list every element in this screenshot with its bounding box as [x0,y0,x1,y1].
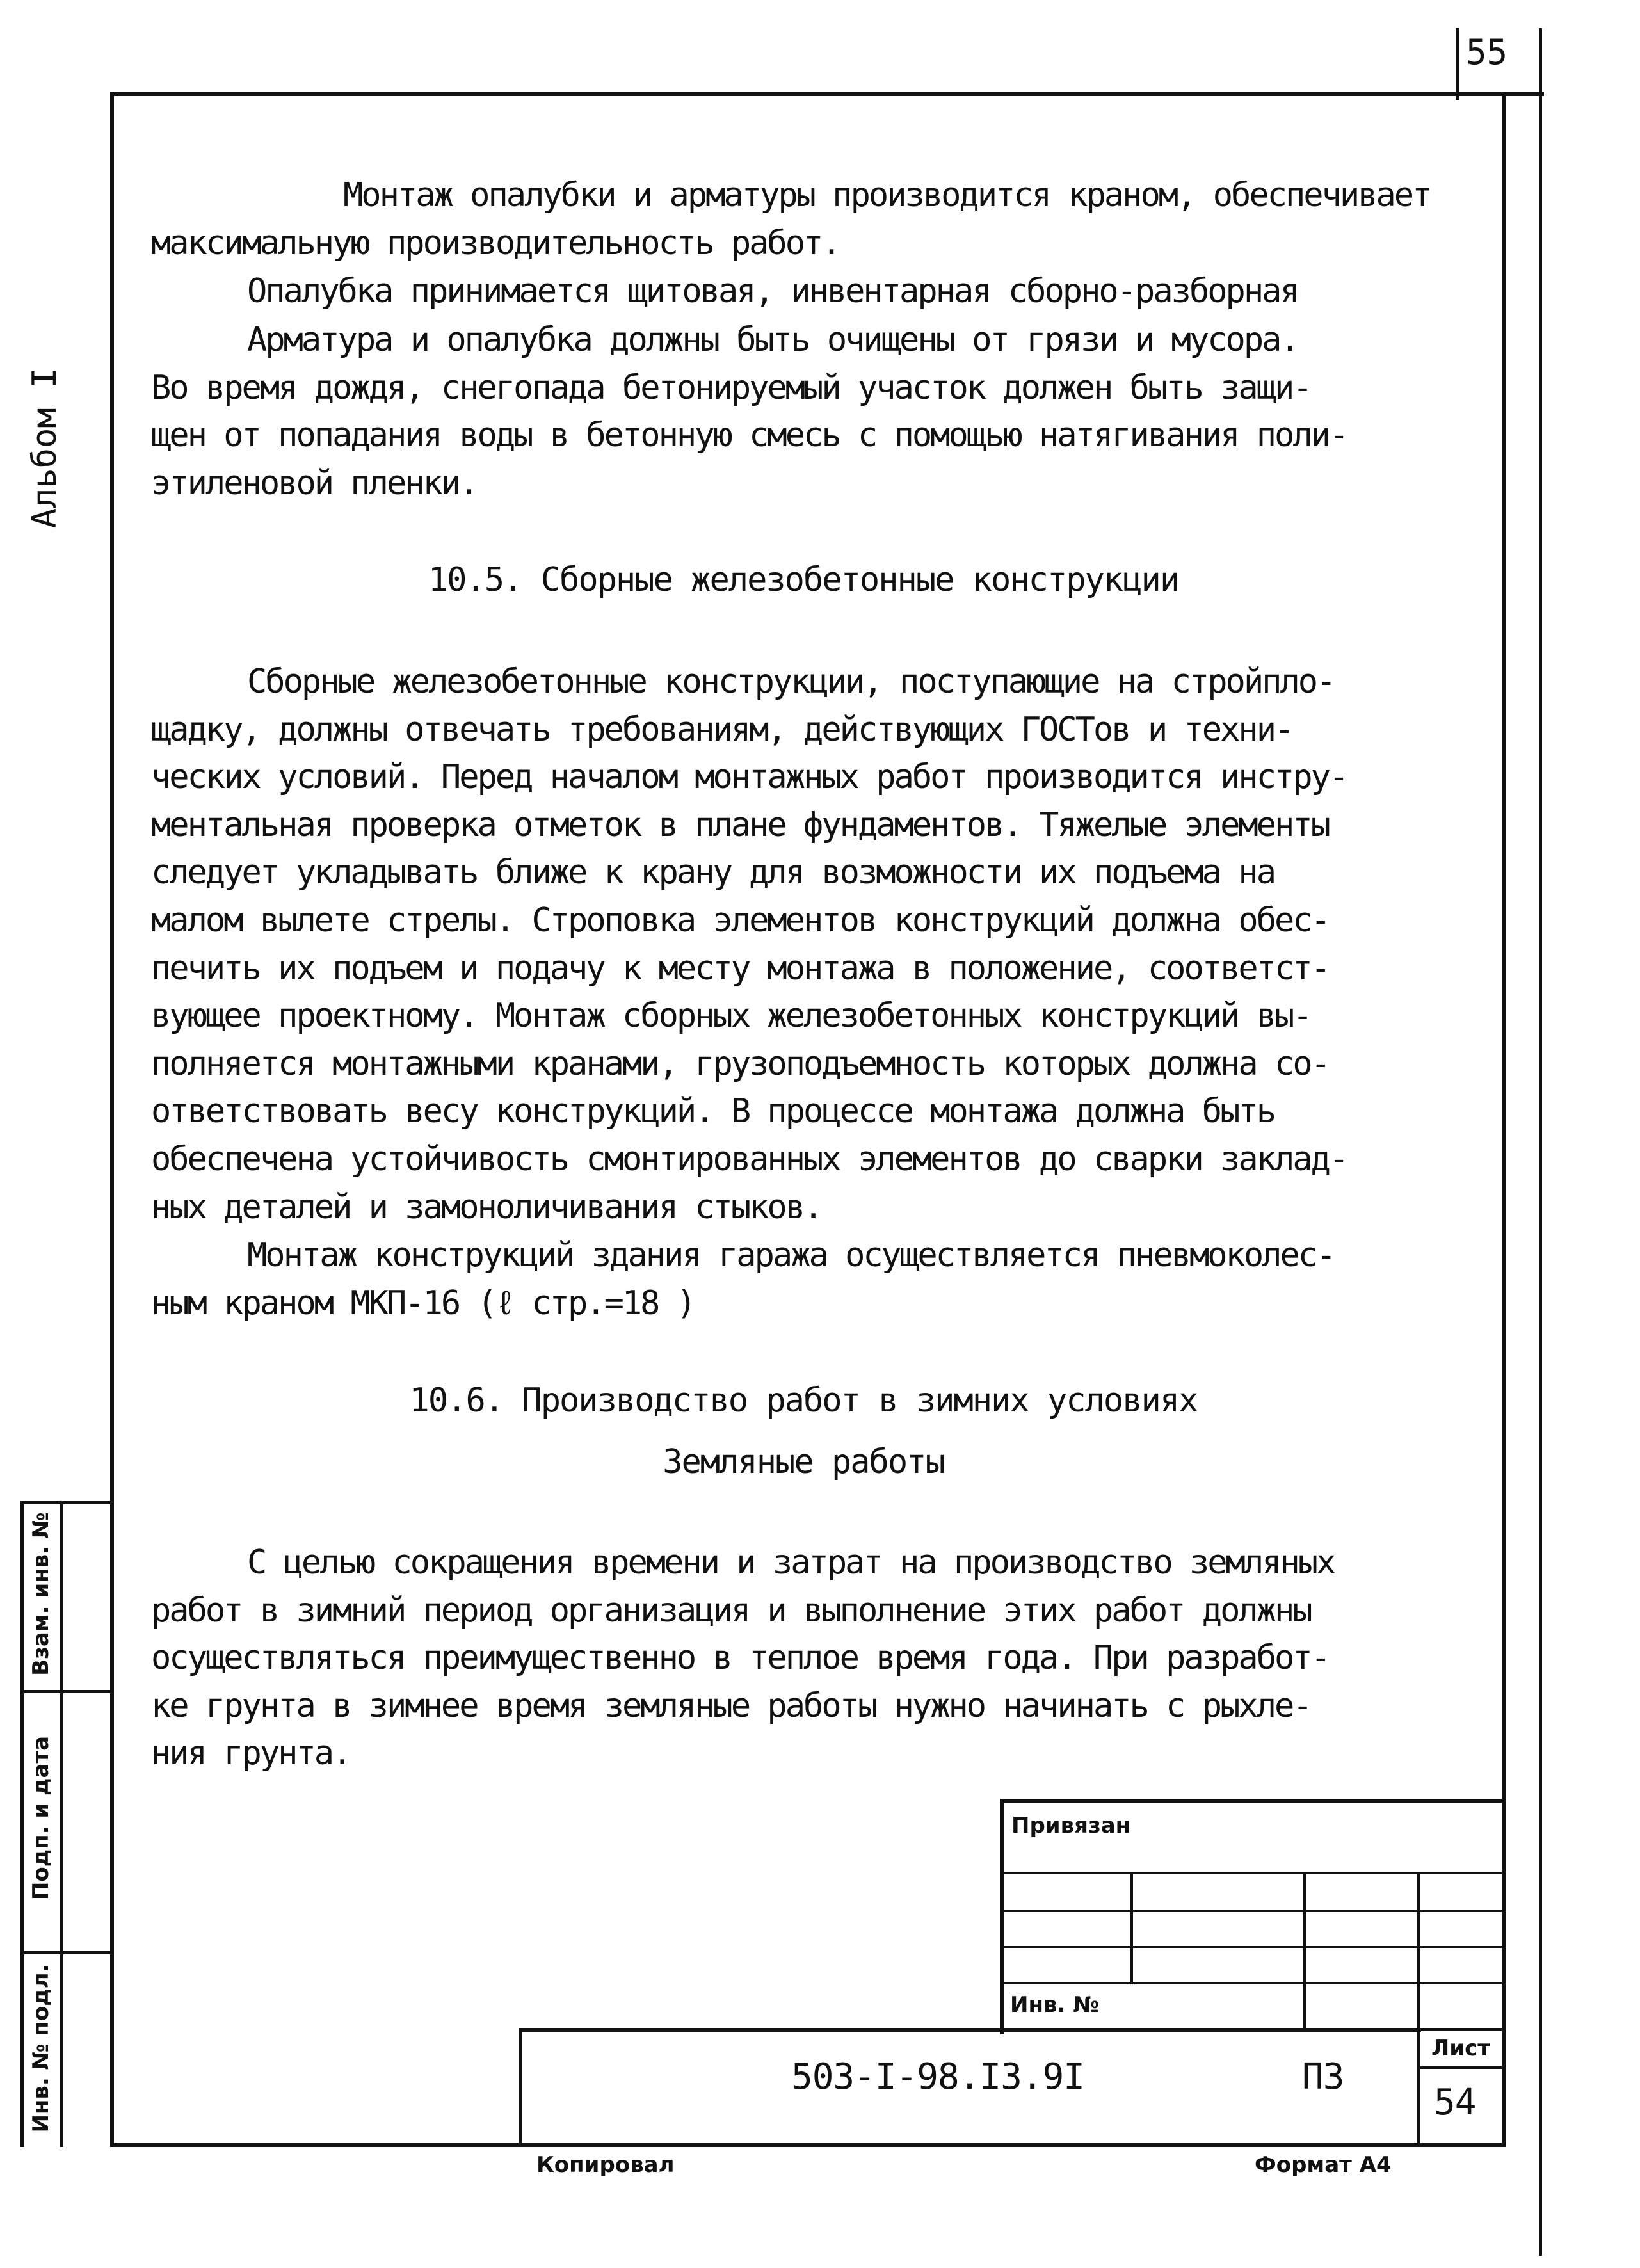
side-stamp-div1 [20,1690,114,1693]
paragraph-precast-structures [151,658,1457,1231]
text-line: Опалубка принимается щитовая, инвентарная сборно-разборная [247,272,1298,310]
document-code: 503-I-98.I3.9I [791,2056,1085,2098]
text-line: Арматура и опалубка должны быть очищены от грязи и мусора. [247,321,1298,359]
text-line: Сборные железобетонные конструкции, поступающие на стройпло- [247,663,1335,701]
list-box-divider [1417,2066,1506,2069]
text-line: Монтаж конструкций здания гаража осуществляется пневмоколес- [247,1236,1335,1275]
privyazan-row4 [1000,1982,1506,1984]
page-number-box-left [1456,28,1459,100]
paragraph-winter-earthworks [151,1539,1457,1778]
frame-right [1502,92,1506,2147]
text-line: ным краном МКП-16 (ℓ стр.=18 ) [151,1283,695,1323]
privyazan-col2 [1303,1872,1306,2031]
podp-data-label: Подп. и дата [28,1735,54,1901]
privyazan-row3 [1000,1946,1506,1948]
text-line: полняется монтажными кранами, грузоподъемность которых должна со- [151,1044,1329,1083]
paragraph-crane [151,1232,1457,1327]
text-line: ке грунта в зимнее время земляные работы нужно начинать с рыхле- [151,1686,1311,1725]
text-line: ных деталей и замоноличивания стыков. [151,1187,822,1226]
side-stamp-left [20,1501,24,2147]
outer-right-line [1539,28,1542,2256]
inv-podl-label: Инв. № подл. [28,1964,54,2133]
text-line: осуществляться преимущественно в теплое время года. При разработ- [151,1639,1329,1678]
text-line: Во время дождя, снегопада бетонируемый участок должен быть защи- [151,368,1311,407]
paragraph-cleaning [151,316,1457,507]
text-line: ческих условий. Перед началом монтажных работ производится инстру- [151,758,1347,797]
privyazan-col3 [1417,1872,1420,2031]
privyazan-label: Привязан [1011,1813,1131,1838]
text-line: максимальную производительность работ. [151,223,840,262]
inv-no-label: Инв. № [1010,1992,1100,2018]
text-line: ответствовать весу конструкций. В процессе монтажа должна быть [151,1092,1275,1131]
frame-left [110,92,114,2147]
text-line: печить их подъем и подачу к месту монтажа в положение, соответст- [151,949,1329,988]
heading-10-6: 10.6. Производство работ в зимних условиях [409,1381,1198,1420]
paragraph-formwork-type [151,268,1457,316]
text-line: работ в зимний период организация и выполнение этих работ должны [151,1591,1311,1630]
frame-top [110,92,1544,96]
paragraph-formwork-installation [151,172,1457,267]
privyazan-row2 [1000,1910,1506,1912]
text-line: вующее проектному. Монтаж сборных железобетонных конструкций вы- [151,997,1311,1036]
text-line: обеспечена устойчивость смонтированных элементов до сварки заклад- [151,1139,1347,1178]
privyazan-left [1000,1799,1004,2034]
list-box-left [1417,2028,1420,2147]
title-block-top [519,2028,1421,2032]
document-type: ПЗ [1302,2056,1344,2098]
frame-bottom [110,2143,1506,2147]
side-stamp-div2 [20,1951,114,1954]
text-line: ментальная проверка отметок в плане фундаментов. Тяжелые элементы [151,805,1329,844]
side-stamp-mid [60,1501,63,2147]
vzam-inv-label: Взам. инв. № [28,1512,54,1676]
format-label: Формат А4 [1255,2152,1392,2178]
text-line: щадку, должны отвечать требованиям, действующих ГОСТов и техни- [151,710,1293,749]
kopiroval-label: Копировал [536,2152,675,2178]
page-number: 55 [1466,32,1508,72]
list-number: 54 [1434,2082,1476,2123]
text-line: малом вылете стрелы. Строповка элементов конструкций должна обес- [151,901,1329,940]
privyazan-top [1000,1799,1506,1803]
privyazan-row1 [1000,1872,1506,1874]
subheading-earthworks: Земляные работы [663,1443,944,1481]
list-label: Лист [1431,2036,1490,2061]
text-line: этиленовой пленки. [151,463,478,503]
text-line: Монтаж опалубки и арматуры производится краном, обеспечивает [343,176,1431,214]
text-line: щен от попадания воды в бетонную смесь с помощью натягивания поли- [151,416,1347,455]
privyazan-col1 [1130,1872,1133,1984]
text-line: следует укладывать ближе к крану для возможности их подъема на [151,853,1275,892]
heading-10-5: 10.5. Сборные железобетонные конструкции [428,561,1179,599]
album-label: Альбом I [26,367,64,529]
text-line: С целью сокращения времени и затрат на производство земляных [247,1543,1335,1582]
title-block-left [519,2028,522,2147]
text-line: ния грунта. [151,1734,351,1773]
